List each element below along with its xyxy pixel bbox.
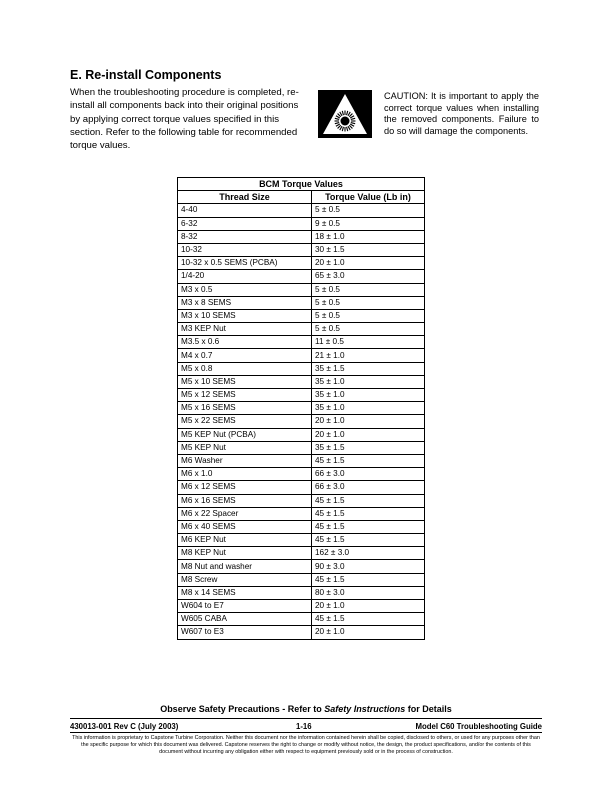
table-row xyxy=(178,547,425,560)
safety-note: Observe Safety Precautions - Refer to Safety Instructions for Details xyxy=(160,704,452,714)
torque-value-cell: 45 ± 1.5 xyxy=(312,613,425,626)
table-row xyxy=(178,573,425,586)
torque-value-cell: 90 ± 3.0 xyxy=(312,560,425,573)
table-row xyxy=(178,534,425,547)
torque-value-cell: 20 ± 1.0 xyxy=(312,257,425,270)
thread-size-cell: M6 KEP Nut xyxy=(178,534,312,547)
thread-size-cell: W604 to E7 xyxy=(178,600,312,613)
thread-size-cell: M5 x 16 SEMS xyxy=(178,402,312,415)
table-row xyxy=(178,520,425,533)
table-row xyxy=(178,375,425,388)
table-row xyxy=(178,230,425,243)
table-row xyxy=(178,283,425,296)
torque-value-cell: 80 ± 3.0 xyxy=(312,586,425,599)
thread-size-cell: M8 Nut and washer xyxy=(178,560,312,573)
thread-size-cell: M6 x 22 Spacer xyxy=(178,507,312,520)
thread-size-cell: M3.5 x 0.6 xyxy=(178,336,312,349)
table-row xyxy=(178,217,425,230)
table-row xyxy=(178,323,425,336)
torque-value-cell: 5 ± 0.5 xyxy=(312,323,425,336)
table-row xyxy=(178,468,425,481)
torque-value-cell: 66 ± 3.0 xyxy=(312,468,425,481)
table-row xyxy=(178,428,425,441)
table-row xyxy=(178,362,425,375)
table-row xyxy=(178,507,425,520)
thread-size-cell: M5 KEP Nut xyxy=(178,441,312,454)
thread-size-cell: M3 KEP Nut xyxy=(178,323,312,336)
thread-size-cell: M6 x 1.0 xyxy=(178,468,312,481)
caution-text: CAUTION: It is important to apply the correct torque values when installing the removed components. Failure to do so will damage the components. xyxy=(384,91,539,136)
table-row xyxy=(178,454,425,467)
table-row xyxy=(178,402,425,415)
caution-sun-icon xyxy=(318,90,372,138)
thread-size-cell: M8 x 14 SEMS xyxy=(178,586,312,599)
thread-size-cell: 8-32 xyxy=(178,230,312,243)
thread-size-cell: M3 x 8 SEMS xyxy=(178,296,312,309)
table-row xyxy=(178,204,425,217)
torque-value-cell: 30 ± 1.5 xyxy=(312,243,425,256)
table-row xyxy=(178,349,425,362)
header-thread-size: Thread Size xyxy=(178,191,312,204)
thread-size-cell: W605 CABA xyxy=(178,613,312,626)
torque-value-cell: 5 ± 0.5 xyxy=(312,309,425,322)
doc-id: 430013-001 Rev C (July 2003) xyxy=(70,722,179,731)
torque-value-cell: 20 ± 1.0 xyxy=(312,626,425,639)
torque-value-cell: 162 ± 3.0 xyxy=(312,547,425,560)
torque-value-cell: 18 ± 1.0 xyxy=(312,230,425,243)
torque-value-cell: 65 ± 3.0 xyxy=(312,270,425,283)
thread-size-cell: 1/4-20 xyxy=(178,270,312,283)
table-title: BCM Torque Values xyxy=(178,178,425,191)
torque-value-cell: 45 ± 1.5 xyxy=(312,494,425,507)
thread-size-cell: M5 x 12 SEMS xyxy=(178,389,312,402)
table-row xyxy=(178,613,425,626)
thread-size-cell: M6 x 12 SEMS xyxy=(178,481,312,494)
torque-value-cell: 9 ± 0.5 xyxy=(312,217,425,230)
table-row xyxy=(178,560,425,573)
table-row xyxy=(178,494,425,507)
intro-paragraph: When the troubleshooting procedure is completed, re-install all components back into their original positions by applying correct torque values specified in this section. Refer to the following table for recommended torque values. xyxy=(70,87,299,152)
thread-size-cell: M5 x 10 SEMS xyxy=(178,375,312,388)
thread-size-cell: 10-32 xyxy=(178,243,312,256)
torque-value-cell: 21 ± 1.0 xyxy=(312,349,425,362)
table-row xyxy=(178,481,425,494)
thread-size-cell: M6 x 16 SEMS xyxy=(178,494,312,507)
torque-value-cell: 45 ± 1.5 xyxy=(312,573,425,586)
table-row xyxy=(178,257,425,270)
torque-value-cell: 20 ± 1.0 xyxy=(312,428,425,441)
thread-size-cell: M6 x 40 SEMS xyxy=(178,520,312,533)
torque-value-cell: 20 ± 1.0 xyxy=(312,415,425,428)
thread-size-cell: M6 Washer xyxy=(178,454,312,467)
thread-size-cell: M3 x 0.5 xyxy=(178,283,312,296)
thread-size-cell: M5 x 22 SEMS xyxy=(178,415,312,428)
table-row xyxy=(178,309,425,322)
header-torque-value: Torque Value (Lb in) xyxy=(312,191,425,204)
torque-value-cell: 35 ± 1.0 xyxy=(312,402,425,415)
torque-value-cell: 35 ± 1.0 xyxy=(312,389,425,402)
footer-rule-top xyxy=(70,718,542,719)
table-row xyxy=(178,270,425,283)
thread-size-cell: W607 to E3 xyxy=(178,626,312,639)
thread-size-cell: M5 x 0.8 xyxy=(178,362,312,375)
torque-value-cell: 35 ± 1.5 xyxy=(312,362,425,375)
table-row xyxy=(178,586,425,599)
table-row xyxy=(178,626,425,639)
torque-value-cell: 66 ± 3.0 xyxy=(312,481,425,494)
torque-value-cell: 5 ± 0.5 xyxy=(312,204,425,217)
torque-value-cell: 5 ± 0.5 xyxy=(312,283,425,296)
thread-size-cell: M8 Screw xyxy=(178,573,312,586)
torque-value-cell: 45 ± 1.5 xyxy=(312,520,425,533)
table-row xyxy=(178,296,425,309)
table-row xyxy=(178,441,425,454)
footer-rule-bottom xyxy=(70,732,542,733)
section-heading: E. Re-install Components xyxy=(70,68,222,82)
torque-value-cell: 20 ± 1.0 xyxy=(312,600,425,613)
guide-title: Model C60 Troubleshooting Guide xyxy=(415,722,542,731)
torque-value-cell: 35 ± 1.5 xyxy=(312,441,425,454)
thread-size-cell: 6-32 xyxy=(178,217,312,230)
page-number: 1-16 xyxy=(296,722,312,731)
torque-value-cell: 5 ± 0.5 xyxy=(312,296,425,309)
torque-value-cell: 45 ± 1.5 xyxy=(312,534,425,547)
thread-size-cell: M8 KEP Nut xyxy=(178,547,312,560)
table-row xyxy=(178,600,425,613)
thread-size-cell: 4-40 xyxy=(178,204,312,217)
thread-size-cell: M3 x 10 SEMS xyxy=(178,309,312,322)
torque-table xyxy=(177,177,425,640)
thread-size-cell: 10-32 x 0.5 SEMS (PCBA) xyxy=(178,257,312,270)
table-row xyxy=(178,389,425,402)
thread-size-cell: M5 KEP Nut (PCBA) xyxy=(178,428,312,441)
torque-value-cell: 11 ± 0.5 xyxy=(312,336,425,349)
thread-size-cell: M4 x 0.7 xyxy=(178,349,312,362)
table-row xyxy=(178,336,425,349)
legal-notice: This information is proprietary to Capstone Turbine Corporation. Neither this document nor the information contained herein shall be copied, disclosed to others, or used for any purposes other than the specific purpose for which this document was delivered. Capstone reserves the right to change or modify without notice, the design, the product specifications, and/or the contents of this document without incurring any obligation either with respect to equipment previously sold or in the process of construction. xyxy=(72,735,540,755)
torque-value-cell: 35 ± 1.0 xyxy=(312,375,425,388)
table-row xyxy=(178,243,425,256)
torque-value-cell: 45 ± 1.5 xyxy=(312,507,425,520)
torque-value-cell: 45 ± 1.5 xyxy=(312,454,425,467)
table-row xyxy=(178,415,425,428)
